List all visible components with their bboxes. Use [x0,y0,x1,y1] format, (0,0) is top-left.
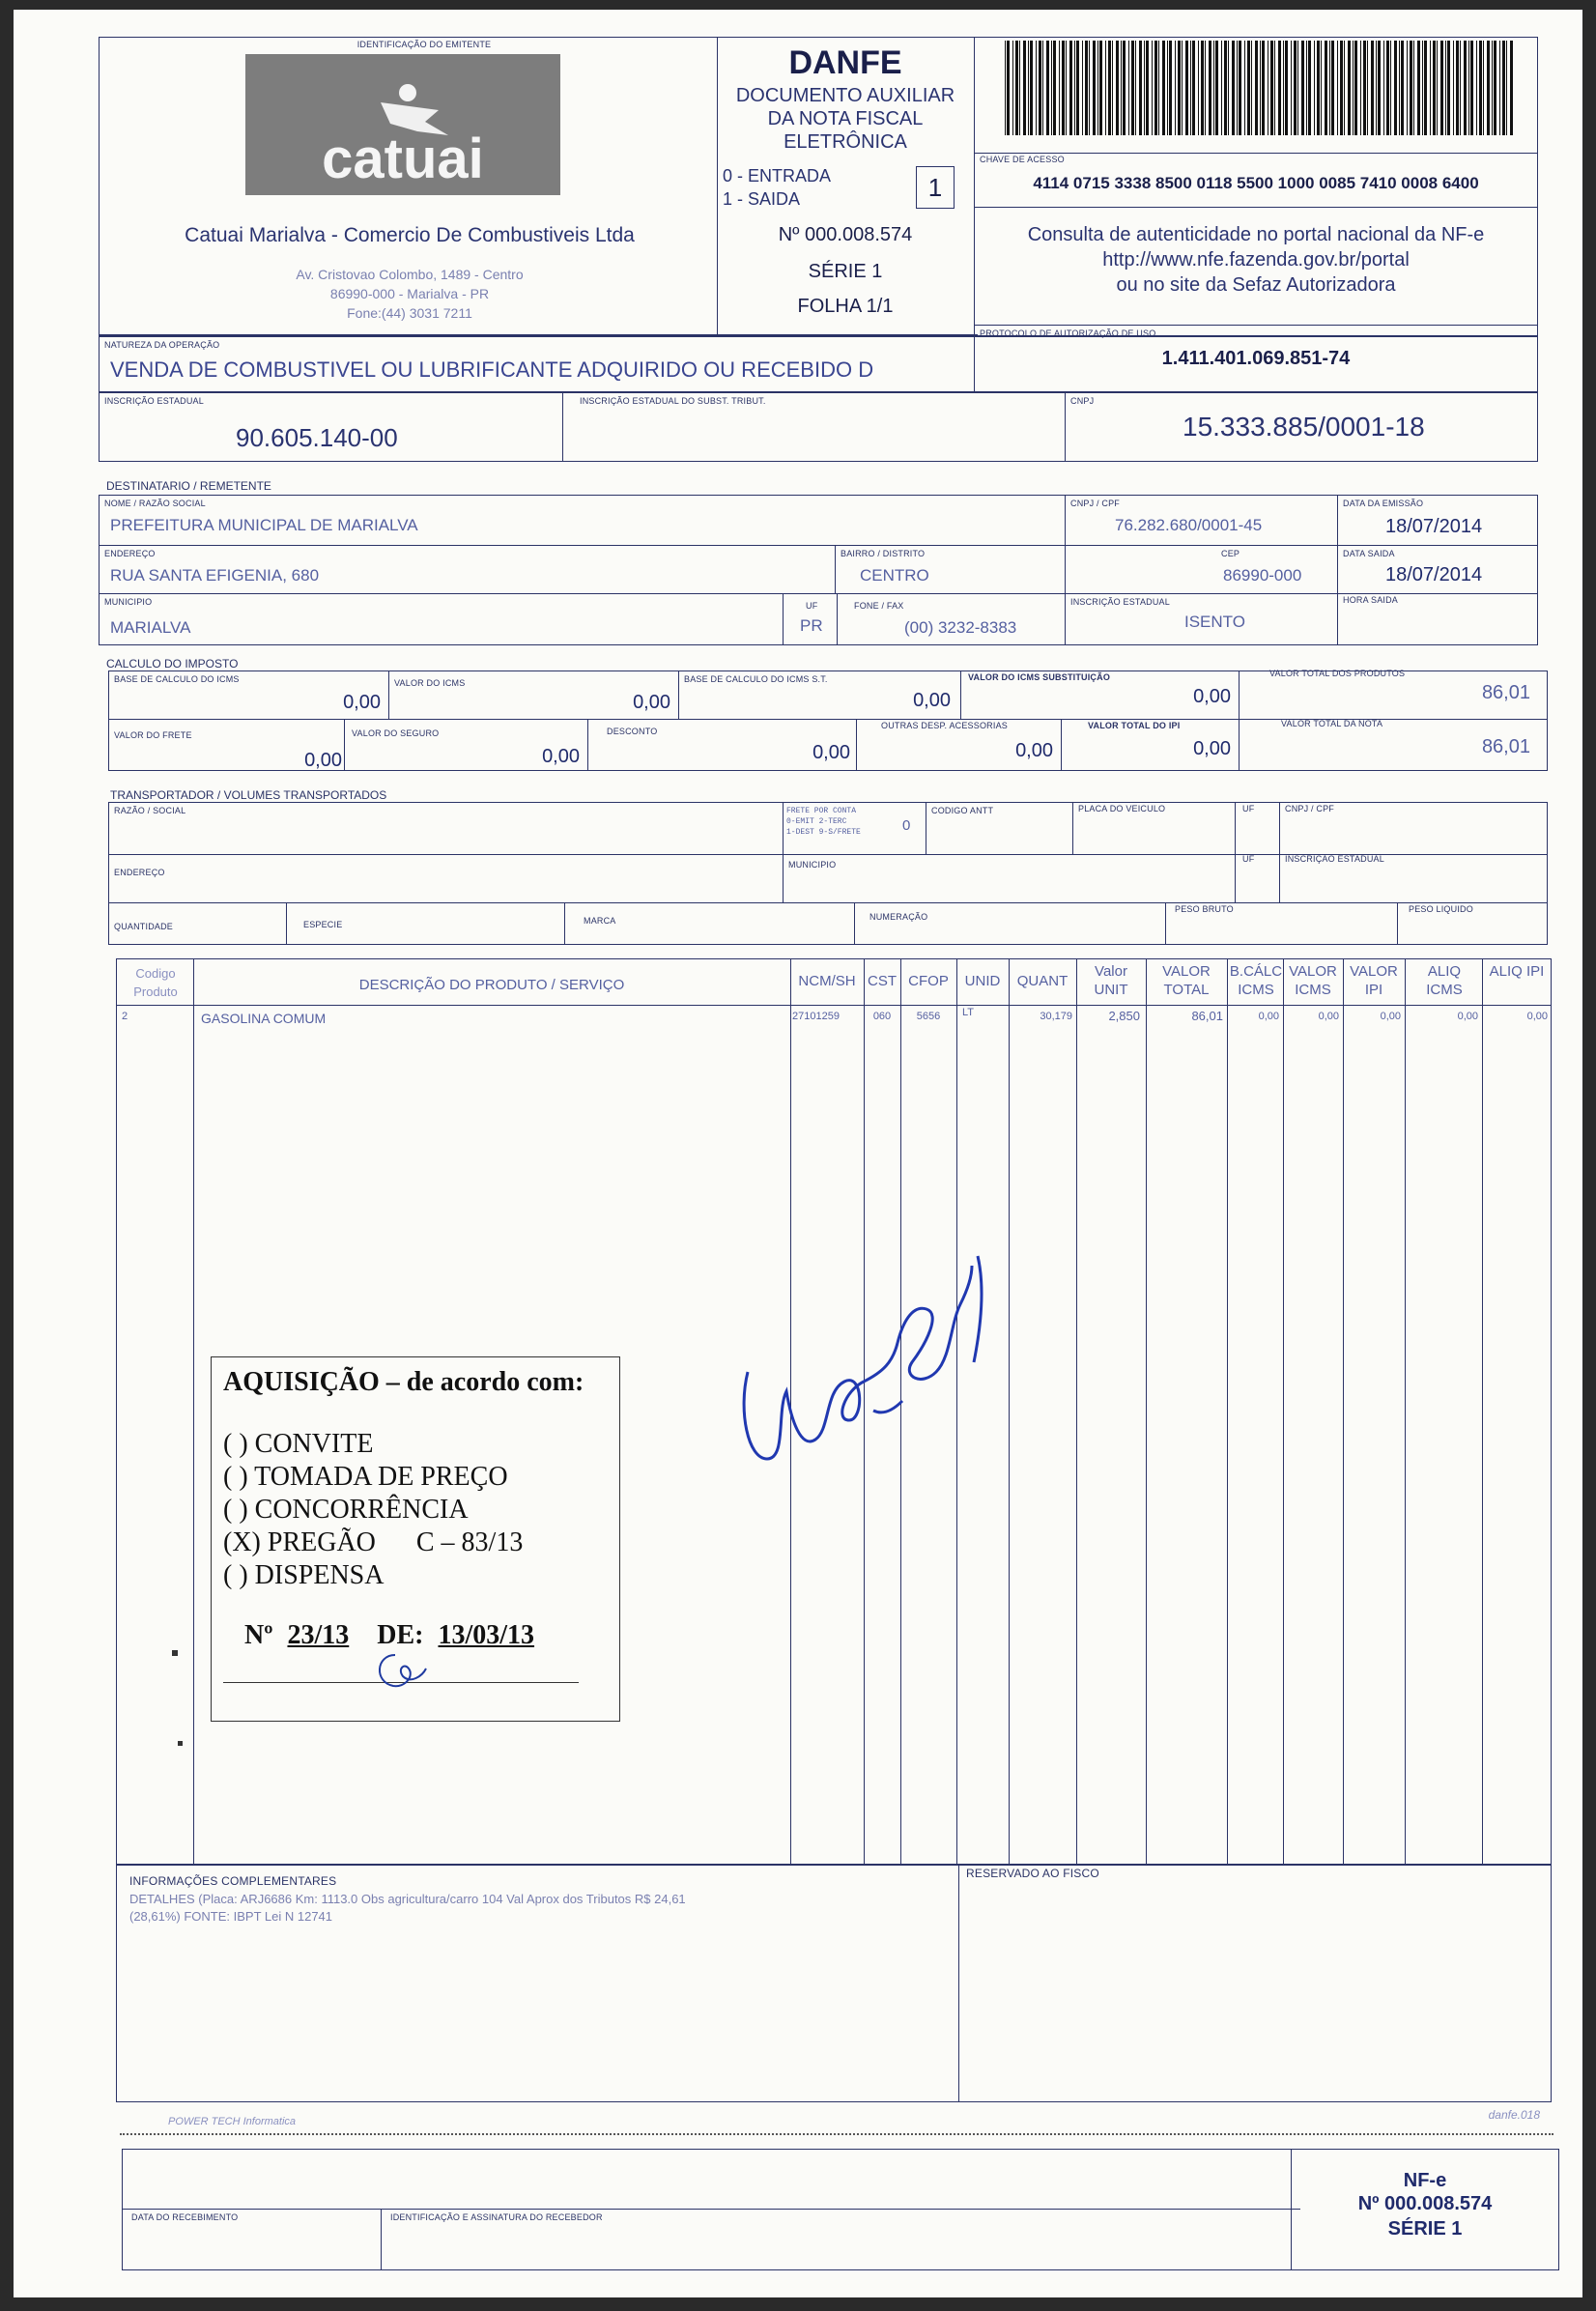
outras-value: 0,00 [1015,740,1053,761]
desconto-value: 0,00 [812,742,850,763]
col-aipi: ALIQ IPI [1489,963,1545,980]
barcode-bar [1169,41,1172,135]
trans-ie-label: INSCRIÇÃO ESTADUAL [1285,854,1384,864]
entrada-option: 0 - ENTRADA [723,166,832,185]
footer-software: POWER TECH Informatica [168,2116,297,2127]
barcode-bar [1487,41,1490,135]
barcode-bar [1209,41,1211,135]
barcode-bar [1089,41,1090,135]
total-nota-value: 86,01 [1481,736,1530,757]
barcode-bar [1099,41,1102,135]
barcode-bar [1407,41,1408,135]
barcode-bar [1082,41,1083,135]
barcode-bar [1301,41,1304,135]
frete-value: 0,00 [304,750,342,771]
col-vtotal: VALOR TOTAL [1162,963,1211,998]
ipi-label: VALOR TOTAL DO IPI [1088,721,1181,730]
barcode-bar [1139,41,1142,135]
barcode-bar [1499,41,1500,135]
barcode-bar [1069,41,1072,135]
barcode-bar [1185,41,1188,135]
barcode-bar [1424,41,1427,135]
barcode-bar [1363,41,1366,135]
barcode-bar [1494,41,1496,135]
col-cst: CST [868,973,897,989]
danfe-folha: FOLHA 1/1 [797,296,894,317]
dest-cnpj-value: 76.282.680/0001-45 [1115,516,1263,534]
ipi-value: 0,00 [1193,738,1231,759]
barcode-bar [1046,41,1049,135]
danfe-subtitle-2: DA NOTA FISCAL [767,108,924,129]
barcode-bar [1053,41,1056,135]
danfe-title: DANFE [788,44,902,81]
barcode-bar [1506,41,1507,135]
row-unid: LT [962,1007,975,1018]
emitente-label: IDENTIFICAÇÃO DO EMITENTE [356,40,492,49]
dest-endereco-label: ENDEREÇO [104,549,156,558]
peso-liquido-label: PESO LIQUIDO [1409,904,1473,914]
barcode-bar [1152,41,1153,135]
barcode-bar [1410,41,1412,135]
barcode-bar [1205,41,1206,135]
col-ncm: NCM/SH [798,973,856,989]
municipio-label: MUNICIPIO [104,597,153,607]
barcode-bar [1198,41,1199,135]
barcode-bar [1019,41,1020,135]
barcode-bar [1386,41,1389,135]
col-cfop: CFOP [908,973,949,989]
dest-ie-value: ISENTO [1184,613,1245,631]
barcode-bar [1479,41,1482,135]
danfe-number: Nº 000.008.574 [778,224,913,245]
signature [719,1217,1009,1488]
barcode-bar [1146,41,1149,135]
col-descricao: DESCRIÇÃO DO PRODUTO / SERVIÇO [358,977,625,993]
especie-label: ESPECIE [303,920,343,929]
barcode-bar [1167,41,1168,135]
ie-value: 90.605.140-00 [236,423,398,452]
barcode-bar [1105,41,1106,135]
barcode-bar [1344,41,1345,135]
col-aicms: ALIQ ICMS [1426,963,1463,998]
aquisicao-stamp [211,1356,620,1722]
frete-por-conta [786,806,861,838]
valor-icms-value: 0,00 [633,692,670,713]
barcode-bar [1329,41,1330,135]
trans-cnpj-label: CNPJ / CPF [1285,804,1335,813]
barcode-bar [1135,41,1136,135]
barcode-bar [1291,41,1292,135]
barcode-bar [1433,41,1436,135]
placa-label: PLACA DO VEICULO [1078,804,1166,813]
row-descricao: GASOLINA COMUM [201,1011,327,1026]
barcode-bar [1237,41,1238,135]
barcode-bar [1247,41,1250,135]
base-icms-label: BASE DE CALCULO DO ICMS [114,674,240,684]
barcode-bar [1413,41,1414,135]
barcode-bar [1470,41,1473,135]
row-vtotal: 86,01 [1191,1009,1223,1023]
valor-icms-label: VALOR DO ICMS [394,678,466,688]
info-line1: DETALHES (Placa: ARJ6686 Km: 1113.0 Obs agricultura/carro 104 Val Aprox dos Tributos R$ 24,61 [129,1892,686,1906]
stamp-concorrencia: ( ) CONCORRÊNCIA [223,1495,469,1525]
row-codigo: 2 [122,1011,128,1022]
trans-uf-label: UF [1242,804,1255,813]
consulta-line2: http://www.nfe.fazenda.gov.br/portal [1102,249,1410,271]
catuai-logo [245,54,560,195]
stamp-num-value: 23/13 [287,1620,350,1650]
barcode-bar [1317,41,1320,135]
barcode-bar [1158,41,1159,135]
barcode-bar [1321,41,1322,135]
frete-line2: 0-EMIT 2-TERC [786,817,847,826]
barcode-bar [1213,41,1214,135]
ie-label: INSCRIÇÃO ESTADUAL [104,396,204,406]
barcode-bar [1192,41,1195,135]
barcode-bar [1012,41,1013,135]
barcode-bar [1066,41,1067,135]
stamp-de-label: DE: [377,1620,424,1650]
total-prod-value: 86,01 [1481,682,1530,703]
barcode-bar [1244,41,1245,135]
barcode-bar [1190,41,1191,135]
barcode [1005,41,1519,135]
barcode-bar [1274,41,1275,135]
row-cst: 060 [872,1011,892,1022]
cnpj-value: 15.333.885/0001-18 [1183,412,1425,442]
barcode-bar [1108,41,1111,135]
barcode-bar [1144,41,1145,135]
barcode-bar [1367,41,1368,135]
antt-label: CODIGO ANTT [931,806,994,815]
barcode-bar [1228,41,1229,135]
stamp-dispensa: ( ) DISPENSA [223,1560,385,1590]
base-st-label: BASE DE CALCULO DO ICMS S.T. [684,674,828,684]
barcode-bar [1390,41,1391,135]
cnpj-label: CNPJ [1070,396,1095,406]
barcode-bar [1340,41,1343,135]
emissao-value: 18/07/2014 [1385,516,1483,537]
barcode-bar [1325,41,1327,135]
barcode-bar [1430,41,1431,135]
barcode-bar [1260,41,1261,135]
emitente-city: 86990-000 - Marialva - PR [329,286,490,301]
barcode-bar [1422,41,1423,135]
col-codigo: Codigo Produto [133,966,178,999]
barcode-bar [1378,41,1381,135]
saida-option: 1 - SAIDA [723,189,801,209]
row-vipi: 0,00 [1380,1011,1401,1022]
barcode-bar [1255,41,1258,135]
barcode-bar [1128,41,1129,135]
imposto-section: CALCULO DO IMPOSTO [106,657,239,670]
info-label: INFORMAÇÕES COMPLEMENTARES [129,1874,337,1888]
emitente-address: Av. Cristovao Colombo, 1489 - Centro [296,267,524,282]
barcode-bar [1371,41,1374,135]
margin-mark [172,1650,178,1656]
footer-nfe-serie: SÉRIE 1 [1387,2218,1463,2240]
bairro-label: BAIRRO / DISTRITO [841,549,926,558]
barcode-bar [1294,41,1297,135]
base-icms-value: 0,00 [343,692,381,713]
col-vicms: VALOR ICMS [1289,963,1337,998]
fisco-label: RESERVADO AO FISCO [966,1867,1099,1880]
barcode-bar [1468,41,1469,135]
dest-endereco-value: RUA SANTA EFIGENIA, 680 [110,566,320,585]
logo-text: catuai [322,128,484,190]
barcode-bar [1162,41,1165,135]
barcode-bar [1348,41,1351,135]
col-vipi: VALOR IPI [1350,963,1398,998]
bairro-value: CENTRO [860,566,929,585]
barcode-bar [1131,41,1134,135]
barcode-bar [1239,41,1241,135]
barcode-bar [1460,41,1461,135]
row-aipi: 0,00 [1526,1011,1548,1022]
valor-st-label: VALOR DO ICMS SUBSTITUIÇÃO [968,672,1111,682]
barcode-bar [1007,41,1010,135]
barcode-bar [1440,41,1443,135]
municipio-value: MARIALVA [110,618,191,637]
barcode-bar [1085,41,1088,135]
trans-endereco-label: ENDEREÇO [114,868,165,877]
dest-cnpj-label: CNPJ / CPF [1070,499,1121,508]
natureza-label: NATUREZA DA OPERAÇÃO [104,340,220,350]
barcode-bar [1221,41,1222,135]
col-quant: QUANT [1016,973,1069,989]
barcode-bar [1476,41,1477,135]
row-bcicms: 0,00 [1258,1011,1279,1022]
margin-mark [178,1741,183,1746]
dest-name-value: PREFEITURA MUNICIPAL DE MARIALVA [110,516,418,534]
danfe-document [14,10,1582,2297]
uf-label: UF [806,601,818,611]
barcode-bar [1074,41,1075,135]
barcode-bar [1399,41,1400,135]
barcode-bar [1353,41,1354,135]
outras-label: OUTRAS DESP. ACESSORIAS [881,721,1008,730]
total-nota-label: VALOR TOTAL DA NOTA [1281,719,1383,728]
row-vunit: 2,850 [1108,1009,1140,1023]
barcode-bar [1445,41,1446,135]
barcode-bar [1417,41,1420,135]
barcode-bar [1182,41,1183,135]
barcode-bar [1456,41,1459,135]
saida-label: DATA SAIDA [1343,549,1395,558]
barcode-bar [1283,41,1284,135]
barcode-bar [1039,41,1041,135]
base-st-value: 0,00 [913,690,951,711]
valor-st-value: 0,00 [1193,686,1231,707]
barcode-bar [1464,41,1467,135]
dest-ie-label: INSCRIÇÃO ESTADUAL [1070,597,1170,607]
total-prod-label: VALOR TOTAL DOS PRODUTOS [1269,669,1406,678]
stamp-pregao: (X) PREGÃO C – 83/13 [223,1527,524,1557]
barcode-bar [1278,41,1281,135]
quantidade-label: QUANTIDADE [114,922,174,931]
emitente-name: Catuai Marialva - Comercio De Combustiveis Ltda [185,224,635,246]
recebimento-label: DATA DO RECEBIMENTO [131,2212,239,2222]
barcode-bar [1015,41,1018,135]
frete-line3: 1-DEST 9-S/FRETE [786,828,861,837]
barcode-bar [1376,41,1377,135]
barcode-bar [1023,41,1026,135]
barcode-bar [1232,41,1235,135]
barcode-bar [1492,41,1493,135]
natureza-value: VENDA DE COMBUSTIVEL OU LUBRIFICANTE ADQUIRIDO OU RECEBIDO D [110,357,874,382]
info-line2: (28,61%) FONTE: IBPT Lei N 12741 [129,1909,333,1924]
uf-value: PR [800,616,823,635]
barcode-bar [1154,41,1157,135]
barcode-bar [1215,41,1218,135]
chave-value: 4114 0715 3338 8500 0118 5500 1000 0085 7410 0008 6400 [1033,174,1479,192]
saida-value: 18/07/2014 [1385,564,1483,585]
seguro-label: VALOR DO SEGURO [352,728,440,738]
barcode-bar [1178,41,1181,135]
barcode-bar [1453,41,1454,135]
barcode-bar [1360,41,1361,135]
barcode-bar [1383,41,1384,135]
barcode-bar [1270,41,1273,135]
consulta-line1: Consulta de autenticidade no portal nacional da NF-e [1027,224,1485,245]
barcode-bar [1036,41,1037,135]
barcode-bar [1123,41,1126,135]
stamp-convite: ( ) CONVITE [223,1429,374,1459]
barcode-bar [1076,41,1079,135]
peso-bruto-label: PESO BRUTO [1175,904,1234,914]
stamp-title: AQUISIÇÃO – de acordo com: [223,1367,584,1397]
barcode-bar [1121,41,1122,135]
barcode-bar [1059,41,1060,135]
col-bcicms: B.CÁLC ICMS [1229,963,1283,998]
row-ncm: 27101259 [792,1011,840,1022]
row-vicms: 0,00 [1318,1011,1339,1022]
consulta-line3: ou no site da Sefaz Autorizadora [1116,274,1396,296]
barcode-bar [1308,41,1311,135]
barcode-bar [1224,41,1227,135]
trans-razao-label: RAZÃO / SOCIAL [114,806,186,815]
row-aicms: 0,00 [1457,1011,1478,1022]
barcode-bar [1331,41,1334,135]
barcode-bar [1251,41,1252,135]
hora-label: HORA SAIDA [1343,595,1399,605]
numeracao-label: NUMERAÇÃO [869,912,928,922]
danfe-subtitle-1: DOCUMENTO AUXILIAR [735,85,955,106]
barcode-bar [1337,41,1338,135]
barcode-bar [1483,41,1484,135]
barcode-bar [1394,41,1397,135]
barcode-bar [1093,41,1096,135]
stamp-tomada: ( ) TOMADA DE PREÇO [223,1462,508,1492]
desconto-label: DESCONTO [607,727,658,736]
emitente-phone: Fone:(44) 3031 7211 [347,305,472,321]
barcode-bar [1005,41,1006,135]
barcode-bar [1354,41,1357,135]
barcode-bar [1262,41,1265,135]
barcode-bar [1510,41,1513,135]
danfe-serie: SÉRIE 1 [808,261,883,282]
footer-nfe-number: Nº 000.008.574 [1357,2193,1493,2214]
trans-uf2-label: UF [1242,854,1255,864]
col-vunit: Valor UNIT [1094,963,1128,998]
barcode-bar [1030,41,1033,135]
seguro-value: 0,00 [542,746,580,767]
cut-line [120,2133,1553,2135]
fone-value: (00) 3232-8383 [904,618,1017,637]
transportador-section: TRANSPORTADOR / VOLUMES TRANSPORTADOS [110,788,387,802]
stamp-de-value: 13/03/13 [438,1620,535,1650]
emissao-label: DATA DA EMISSÃO [1343,499,1424,508]
barcode-bar [1042,41,1043,135]
barcode-bar [1201,41,1204,135]
chave-label: CHAVE DE ACESSO [980,155,1065,164]
barcode-bar [1116,41,1119,135]
barcode-bar [1112,41,1113,135]
frete-line1: FRETE POR CONTA [786,807,857,815]
danfe-subtitle-3: ELETRÔNICA [784,131,907,153]
destinatario-section: DESTINATARIO / REMETENTE [106,479,271,493]
barcode-bar [1175,41,1176,135]
barcode-bar [1314,41,1315,135]
stamp-num-label: Nº [244,1620,273,1650]
footer-version: danfe.018 [1488,2108,1540,2122]
trans-municipio-label: MUNICIPIO [788,860,837,870]
marca-label: MARCA [584,916,616,926]
barcode-bar [1297,41,1298,135]
iest-label: INSCRIÇÃO ESTADUAL DO SUBST. TRIBUT. [580,396,766,406]
barcode-bar [1447,41,1450,135]
footer-nfe: NF-e [1403,2170,1447,2191]
protocolo-label: PROTOCOLO DE AUTORIZAÇÃO DE USO [980,328,1156,338]
fone-label: FONE / FAX [854,601,904,611]
frete-label: VALOR DO FRETE [114,730,192,740]
barcode-bar [1097,41,1098,135]
cep-label: CEP [1221,549,1240,558]
barcode-bar [1062,41,1065,135]
initials-signature [366,1647,434,1692]
barcode-bar [1502,41,1505,135]
barcode-bar [1401,41,1404,135]
protocolo-value: 1.411.401.069.851-74 [1161,348,1351,369]
row-quant: 30,179 [1040,1011,1072,1022]
assinatura-label: IDENTIFICAÇÃO E ASSINATURA DO RECEBEDOR [390,2212,603,2222]
operation-type-box: 1 [916,166,955,209]
barcode-bar [1437,41,1438,135]
dest-name-label: NOME / RAZÃO SOCIAL [104,499,206,508]
barcode-bar [1028,41,1029,135]
barcode-bar [1051,41,1052,135]
col-unid: UNID [964,973,1001,989]
row-cfop: 5656 [916,1011,941,1022]
barcode-bar [1306,41,1307,135]
barcode-bar [1285,41,1288,135]
cep-value: 86990-000 [1223,566,1302,585]
frete-value-code: 0 [902,817,911,834]
